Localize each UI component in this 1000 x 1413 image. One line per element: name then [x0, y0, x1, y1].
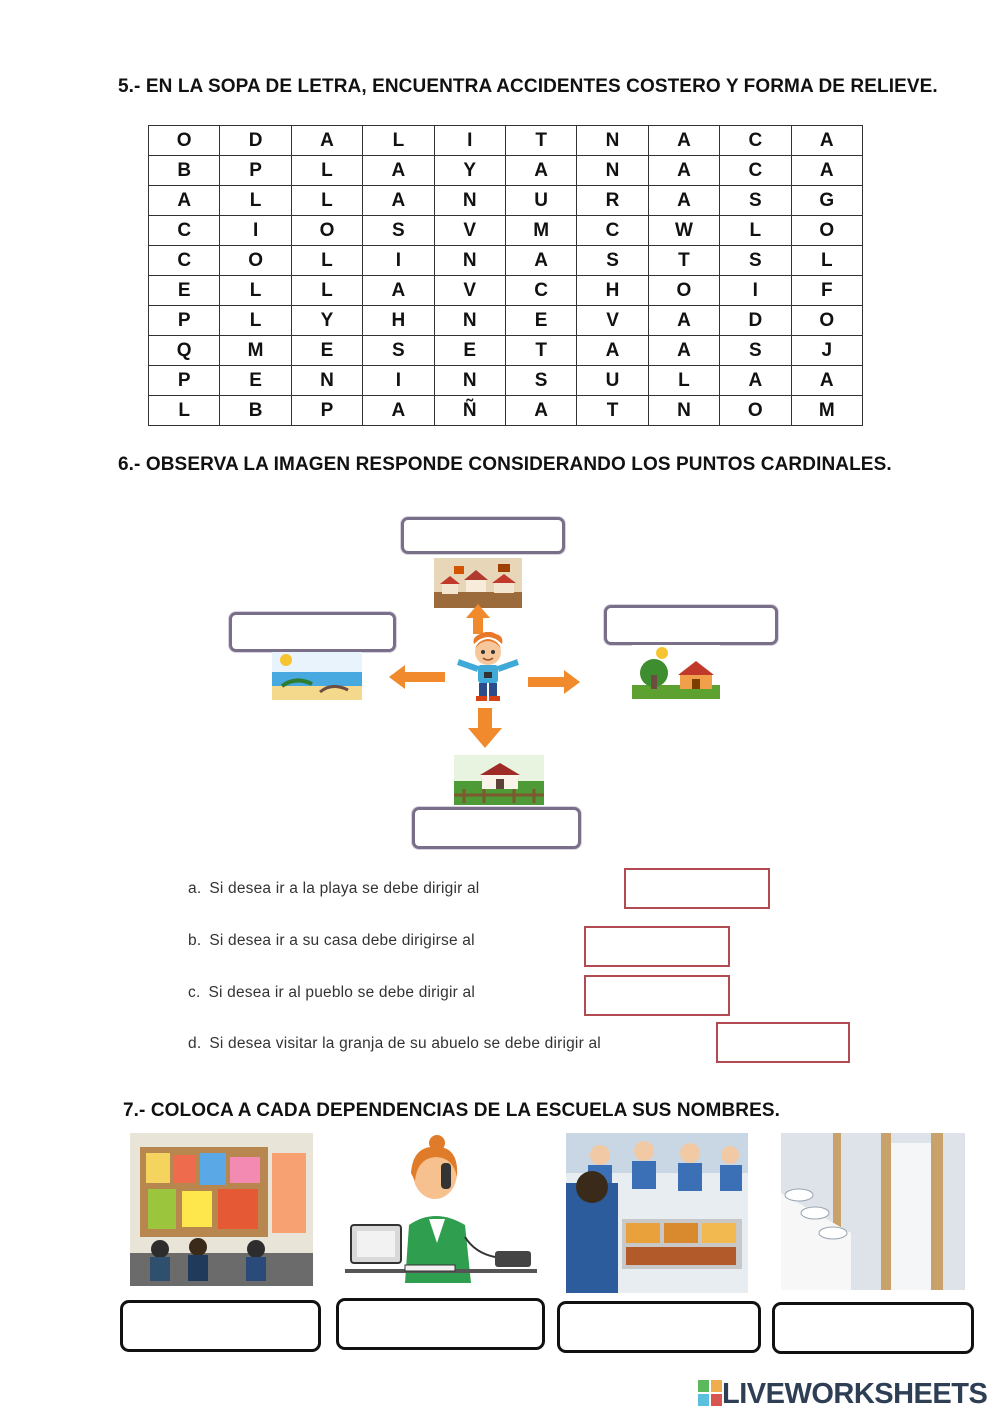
grid-cell: I: [363, 246, 434, 276]
grid-cell: N: [434, 366, 505, 396]
grid-cell: A: [791, 366, 862, 396]
grid-cell: Y: [291, 306, 362, 336]
boy-image: [452, 632, 524, 704]
grid-cell: E: [291, 336, 362, 366]
grid-cell: A: [149, 186, 220, 216]
grid-cell: Ñ: [434, 396, 505, 426]
grid-row: [149, 366, 863, 396]
grid-cell: C: [149, 216, 220, 246]
grid-cell: G: [791, 186, 862, 216]
grid-cell: T: [648, 246, 719, 276]
west-answer-box[interactable]: [229, 612, 396, 652]
grid-row: [149, 336, 863, 366]
grid-cell: M: [220, 336, 291, 366]
secretary-name-box[interactable]: [336, 1298, 545, 1350]
grid-cell: P: [291, 396, 362, 426]
grid-cell: L: [220, 186, 291, 216]
grid-cell: A: [363, 186, 434, 216]
grid-cell: L: [648, 366, 719, 396]
restroom-image: [781, 1133, 965, 1290]
question-b: b. Si desea ir a su casa debe dirigirse al: [188, 932, 475, 949]
grid-cell: A: [577, 336, 648, 366]
grid-cell: V: [577, 306, 648, 336]
grid-cell: I: [720, 276, 791, 306]
grid-row: [149, 396, 863, 426]
grid-cell: D: [720, 306, 791, 336]
grid-cell: A: [363, 156, 434, 186]
grid-cell: E: [434, 336, 505, 366]
grid-cell: L: [291, 156, 362, 186]
grid-cell: S: [720, 246, 791, 276]
grid-cell: H: [363, 306, 434, 336]
grid-row: [149, 306, 863, 336]
grid-cell: W: [648, 216, 719, 246]
grid-cell: V: [434, 216, 505, 246]
grid-cell: H: [577, 276, 648, 306]
grid-cell: L: [291, 186, 362, 216]
question-a: a. Si desea ir a la playa se debe dirigir al: [188, 880, 480, 897]
east-answer-box[interactable]: [604, 605, 778, 645]
grid-cell: I: [220, 216, 291, 246]
grid-cell: O: [720, 396, 791, 426]
grid-row: [149, 276, 863, 306]
grid-cell: A: [791, 126, 862, 156]
answer-d-box[interactable]: [716, 1022, 850, 1063]
section-7-title: 7.- COLOCA A CADA DEPENDENCIAS DE LA ESCUELA SUS NOMBRES.: [123, 1100, 781, 1121]
grid-cell: T: [577, 396, 648, 426]
grid-cell: A: [648, 126, 719, 156]
grid-cell: C: [720, 126, 791, 156]
town-image: [434, 558, 522, 608]
grid-cell: O: [291, 216, 362, 246]
grid-cell: A: [648, 156, 719, 186]
grid-cell: L: [791, 246, 862, 276]
grid-cell: I: [434, 126, 505, 156]
grid-cell: P: [220, 156, 291, 186]
grid-row: [149, 186, 863, 216]
classroom-image: [130, 1133, 313, 1286]
section-6-title: 6.- OBSERVA LA IMAGEN RESPONDE CONSIDERANDO LOS PUNTOS CARDINALES.: [118, 454, 892, 475]
grid-cell: B: [149, 156, 220, 186]
grid-cell: T: [505, 126, 576, 156]
grid-cell: M: [505, 216, 576, 246]
liveworksheets-logo: LIVEWORKSHEETS: [698, 1376, 987, 1412]
grid-cell: A: [291, 126, 362, 156]
grid-row: [149, 126, 863, 156]
grid-cell: A: [720, 366, 791, 396]
grid-cell: C: [149, 246, 220, 276]
grid-cell: N: [648, 396, 719, 426]
grid-cell: A: [363, 396, 434, 426]
answer-a-box[interactable]: [624, 868, 770, 909]
grid-cell: N: [434, 246, 505, 276]
grid-cell: E: [220, 366, 291, 396]
grid-cell: T: [505, 336, 576, 366]
grid-cell: O: [791, 216, 862, 246]
grid-cell: O: [149, 126, 220, 156]
grid-cell: A: [505, 246, 576, 276]
grid-cell: A: [648, 306, 719, 336]
grid-cell: O: [220, 246, 291, 276]
grid-cell: O: [648, 276, 719, 306]
grid-cell: E: [505, 306, 576, 336]
answer-b-box[interactable]: [584, 926, 730, 967]
grid-row: [149, 216, 863, 246]
beach-image: [272, 652, 362, 700]
grid-cell: I: [363, 366, 434, 396]
grid-cell: Q: [149, 336, 220, 366]
grid-cell: N: [434, 186, 505, 216]
grid-cell: V: [434, 276, 505, 306]
section-5-title: 5.- EN LA SOPA DE LETRA, ENCUENTRA ACCIDENTES COSTERO Y FORMA DE RELIEVE.: [118, 76, 938, 97]
south-answer-box[interactable]: [412, 807, 581, 849]
grid-cell: U: [577, 366, 648, 396]
grid-cell: L: [720, 216, 791, 246]
grid-cell: L: [220, 306, 291, 336]
grid-cell: L: [291, 276, 362, 306]
classroom-name-box[interactable]: [120, 1300, 321, 1352]
north-answer-box[interactable]: [401, 517, 565, 554]
grid-row: [149, 246, 863, 276]
grid-cell: A: [363, 276, 434, 306]
grid-cell: Y: [434, 156, 505, 186]
cafeteria-name-box[interactable]: [557, 1301, 761, 1353]
house-image: [632, 645, 720, 699]
grid-cell: P: [149, 306, 220, 336]
grid-row: [149, 156, 863, 186]
grid-cell: C: [505, 276, 576, 306]
grid-cell: P: [149, 366, 220, 396]
grid-cell: A: [505, 396, 576, 426]
south-arrow: [468, 708, 502, 748]
west-arrow: [389, 665, 445, 689]
grid-cell: A: [648, 186, 719, 216]
grid-cell: L: [220, 276, 291, 306]
grid-cell: S: [505, 366, 576, 396]
grid-cell: M: [791, 396, 862, 426]
grid-cell: D: [220, 126, 291, 156]
grid-cell: S: [720, 186, 791, 216]
grid-cell: B: [220, 396, 291, 426]
grid-cell: N: [434, 306, 505, 336]
farm-image: [454, 755, 544, 805]
grid-cell: L: [149, 396, 220, 426]
grid-cell: O: [791, 306, 862, 336]
liveworksheets-logo-icon: [698, 1380, 722, 1408]
grid-cell: J: [791, 336, 862, 366]
grid-cell: N: [291, 366, 362, 396]
grid-cell: S: [720, 336, 791, 366]
grid-cell: L: [291, 246, 362, 276]
answer-c-box[interactable]: [584, 975, 730, 1016]
grid-cell: R: [577, 186, 648, 216]
grid-cell: S: [363, 336, 434, 366]
grid-cell: L: [363, 126, 434, 156]
north-arrow: [466, 604, 490, 634]
grid-cell: N: [577, 126, 648, 156]
cafeteria-image: [566, 1133, 748, 1293]
grid-cell: C: [577, 216, 648, 246]
grid-cell: S: [363, 216, 434, 246]
grid-cell: A: [791, 156, 862, 186]
question-c: c. Si desea ir al pueblo se debe dirigir al: [188, 984, 475, 1001]
grid-cell: U: [505, 186, 576, 216]
grid-cell: N: [577, 156, 648, 186]
grid-cell: E: [149, 276, 220, 306]
restroom-name-box[interactable]: [772, 1302, 974, 1354]
word-search-grid: [148, 125, 863, 426]
grid-cell: F: [791, 276, 862, 306]
question-d: d. Si desea visitar la granja de su abuelo se debe dirigir al: [188, 1035, 601, 1052]
east-arrow: [528, 670, 580, 694]
secretary-image: [345, 1133, 537, 1286]
grid-cell: S: [577, 246, 648, 276]
grid-cell: A: [505, 156, 576, 186]
grid-cell: C: [720, 156, 791, 186]
grid-cell: A: [648, 336, 719, 366]
